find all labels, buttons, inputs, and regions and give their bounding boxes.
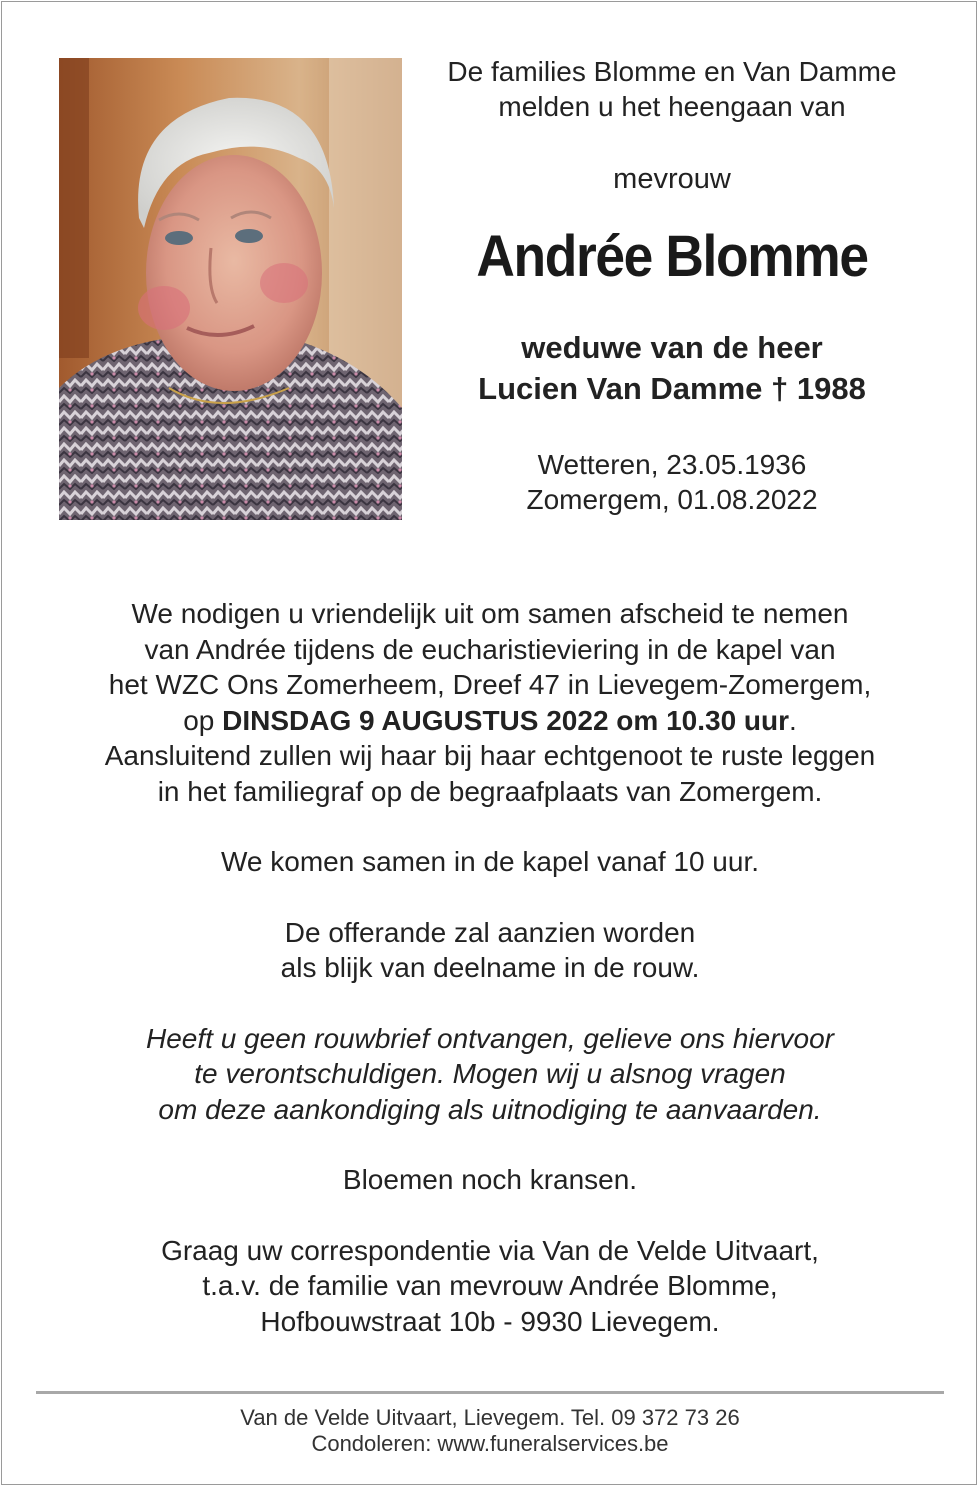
correspondence-line-1: Graag uw correspondentie via Van de Velde Uitvaart, (161, 1234, 819, 1266)
offering-line-1: De offerande zal aanzien worden (284, 916, 696, 948)
apology-line-2: te verontschuldigen. Mogen wij u alsnog vragen (194, 1058, 786, 1089)
invitation-line-4-prefix: op (183, 704, 223, 736)
ceremony-datetime: DINSDAG 9 AUGUSTUS 2022 om 10.30 uur (222, 704, 790, 736)
correspondence-line-3: Hofbouwstraat 10b - 9930 Lievegem. (260, 1305, 720, 1337)
invitation-line-4-suffix: . (789, 704, 797, 736)
apology-line-3: om deze aankondiging als uitnodiging te aanvaarden. (158, 1093, 822, 1125)
correspondence-line-2: t.a.v. de familie van mevrouw Andrée Blomme, (202, 1270, 778, 1301)
funeral-home-contact: Van de Velde Uitvaart, Lievegem. Tel. 09 372 73 26 (240, 1405, 740, 1430)
widow-info (414, 327, 930, 409)
apology-paragraph (40, 1021, 940, 1128)
apology-line-1: Heeft u geen rouwbrief ontvangen, gelieve ons hiervoor (146, 1022, 834, 1054)
footer-divider (36, 1391, 944, 1394)
life-dates (414, 447, 930, 517)
header-block (414, 54, 930, 517)
footer (40, 1405, 940, 1457)
announcement (414, 54, 930, 124)
widow-line-1: weduwe van de heer (521, 330, 823, 365)
invitation-line-5: Aansluitend zullen wij haar bij haar echtgenoot te ruste leggen (104, 740, 876, 771)
portrait-photo (59, 58, 402, 520)
flowers-paragraph: Bloemen noch kransen. (342, 1164, 638, 1195)
invitation-paragraph (40, 596, 940, 809)
announce-line-2: melden u het heengaan van (498, 91, 846, 122)
gathering-paragraph: We komen samen in de kapel vanaf 10 uur. (220, 846, 760, 877)
invitation-line-1: We nodigen u vriendelijk uit om samen afscheid te nemen (131, 598, 849, 629)
death-date: Zomergem, 01.08.2022 (526, 484, 818, 515)
invitation-line-6: in het familiegraf op de begraafplaats van Zomergem. (157, 775, 823, 807)
widow-line-2: Lucien Van Damme † 1988 (478, 371, 866, 406)
condolence-link[interactable]: Condoleren: www.funeralservices.be (311, 1431, 669, 1456)
correspondence-paragraph (40, 1233, 940, 1340)
offering-paragraph (40, 915, 940, 986)
deceased-name: Andrée Blomme (476, 224, 868, 289)
invitation-line-2: van Andrée tijdens de eucharistieviering in de kapel van (144, 633, 836, 665)
announce-line-1: De families Blomme en Van Damme (447, 56, 897, 87)
body-text (40, 596, 940, 1339)
salutation: mevrouw (613, 163, 731, 195)
offering-line-2: als blijk van deelname in de rouw. (280, 952, 700, 983)
birth-date: Wetteren, 23.05.1936 (537, 449, 807, 480)
invitation-line-3: het WZC Ons Zomerheem, Dreef 47 in Lievegem-Zomergem, (108, 669, 872, 700)
